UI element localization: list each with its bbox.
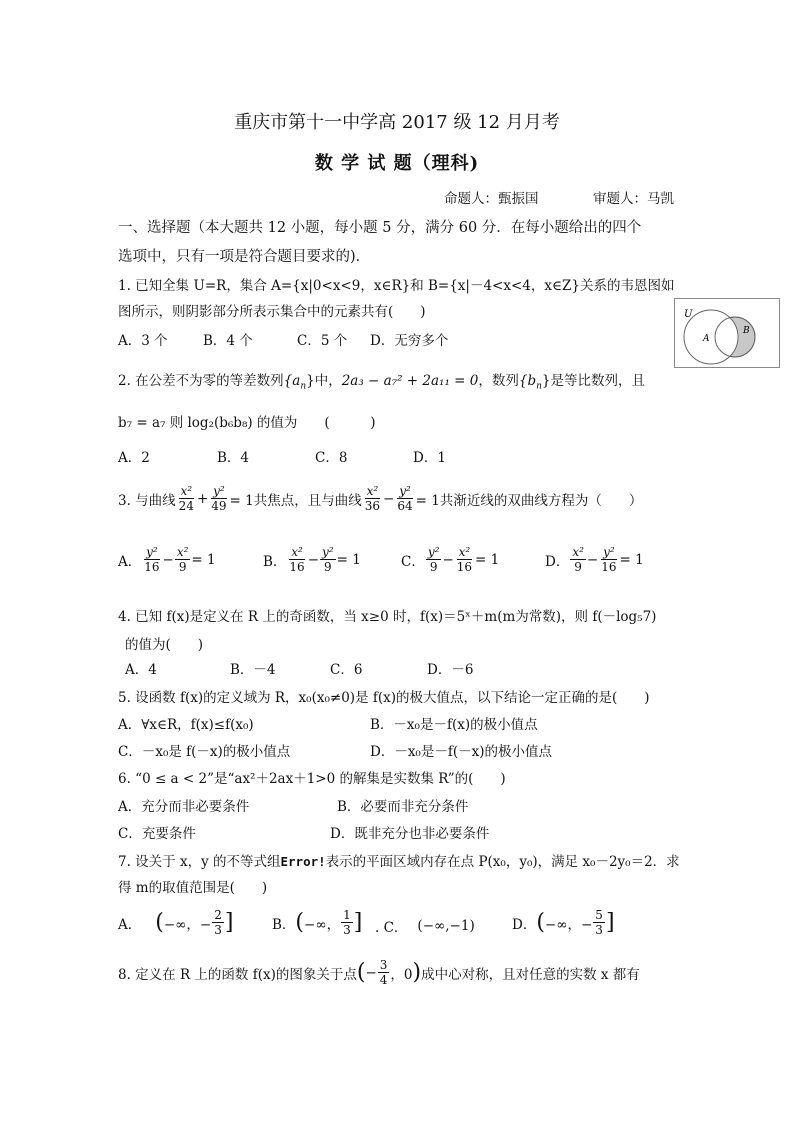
q3-option-b: B． $\frac{\text{x²}}{16}$ − $\frac{\text{y²}}{9}$ = 1 <box>263 545 361 574</box>
q3-option-d: D． $\frac{\text{x²}}{9}$ − $\frac{\text{y²}}{16}$ = 1 <box>545 545 644 574</box>
q4-option-b: B．－4 <box>230 662 276 678</box>
q7-option-b: B． ( −∞， $\frac{1}{3}$ ] <box>272 908 363 937</box>
q4-line1: 4. 已知 f(x)是定义在 R 上的奇函数，当 x≥0 时，f(x)＝5ˣ＋m(m为常数)，则 f(－log₅7) <box>118 609 657 625</box>
q5-option-b: B．－x₀是－f(x)的极小值点 <box>370 717 538 733</box>
q2-option-d: D．1 <box>413 450 446 466</box>
q1-line2: 图所示，则阴影部分所表示集合中的元素共有( ) <box>118 304 426 320</box>
q6-option-a: A．充分而非必要条件 <box>118 799 250 815</box>
q4-option-c: C．6 <box>330 662 363 678</box>
q5-option-d: D．－x₀是－f(－x)的极小值点 <box>370 744 552 760</box>
q3-option-c: C． $\frac{\text{y²}}{9}$ − $\frac{\text{x²}}{16}$ = 1 <box>401 545 500 574</box>
q7-error-text: Error! <box>280 854 326 869</box>
q7-line1: 7. 设关于 x，y 的不等式组Error!表示的平面区域内存在点 P(x₀，y₀)，满足 x₀－2y₀＝2．求 <box>118 854 680 870</box>
q2-seq-b-sub: n <box>536 381 542 392</box>
q6-line1: 6. “0 ≤ a < 2”是“ax²＋2ax＋1>0 的解集是实数集 R”的( ) <box>118 771 506 787</box>
section-heading-line1: 一、选择题（本大题共 12 小题，每小题 5 分，满分 60 分．在每小题给出的四个 <box>118 220 642 236</box>
q2-line2: b₇ = a₇ 则 log₂(b₆b₈) 的值为 ( ) <box>118 415 376 431</box>
q2-seq-a: {a <box>283 373 301 389</box>
venn-label-u: U <box>684 309 693 320</box>
venn-label-b: B <box>743 326 750 336</box>
q4-option-d: D．－6 <box>427 662 474 678</box>
q3-frac3: $\frac{\text{x²}}{36}$ <box>364 484 381 513</box>
q2-mid2: ，数列 <box>478 373 519 389</box>
q8-line1: 8. 定义在 R 上的函数 f(x)的图象关于点 ( − $\frac{3}{4}$ ，0 ) 成中心对称，且对任意的实数 x 都有 <box>118 958 640 987</box>
q7-line2: 得 m的取值范围是( ) <box>118 880 268 896</box>
q5-option-a: A．∀x∈R，f(x)≤f(x₀) <box>118 717 254 733</box>
page-title: 重庆市第十一中学高 2017 级 12 月月考 <box>234 112 560 133</box>
q2-option-c: C．8 <box>315 450 348 466</box>
q3-line1: 3. 与曲线 $\frac{\text{x²}}{24}$ + $\frac{\text{y²}}{49}$ = 1共焦点，且与曲线 $\frac{\text{x²}}{36}$ − $\frac{\text{y²}}{64}$ = 1共渐近线的双曲线方程为（ ） <box>118 484 643 513</box>
q2-option-a: A．2 <box>118 450 150 466</box>
q2-mid1: }中， <box>306 373 342 389</box>
q3-frac4: $\frac{\text{y²}}{64}$ <box>397 484 413 513</box>
q7-option-d: D． ( −∞，− $\frac{5}{3}$ ] <box>512 908 615 937</box>
question-reviewer: 审题人：马凯 <box>593 191 674 207</box>
q6-option-b: B．必要而非充分条件 <box>337 799 469 815</box>
q1-option-c: C．5 个 <box>297 333 348 349</box>
q5-line1: 5. 设函数 f(x)的定义域为 R，x₀(x₀≠0)是 f(x)的极大值点，以下结论一定正确的是( ) <box>118 690 650 706</box>
q7-option-c: . C． (−∞,−1) <box>375 918 475 936</box>
q4-option-a: A．4 <box>125 662 157 678</box>
question-maker: 命题人：甄振国 <box>444 191 539 207</box>
section-heading-line2: 选项中，只有一项是符合题目要求的)． <box>118 249 371 265</box>
q6-option-d: D．既非充分也非必要条件 <box>330 826 490 842</box>
q2-seq-a-sub: n <box>300 381 307 392</box>
q1-option-a: A．3 个 <box>118 333 168 349</box>
q2-seq-b: {b <box>518 373 537 389</box>
q2-tail: }是等比数列，且 <box>541 373 645 389</box>
q2-prefix: 2. 在公差不为零的等差数列 <box>118 373 284 389</box>
q5-option-c: C．－x₀是 f(－x)的极小值点 <box>118 744 291 760</box>
venn-svg <box>675 299 779 367</box>
venn-label-a: A <box>703 334 710 344</box>
q3-frac2: $\frac{\text{y²}}{49}$ <box>211 484 227 513</box>
q3-text1: 3. 与曲线 <box>118 492 176 509</box>
page-subtitle: 数 学 试 题（理科) <box>314 153 480 174</box>
q3-text2: = 1共焦点，且与曲线 <box>229 492 362 509</box>
venn-diagram <box>674 298 780 368</box>
q1-option-d: D．无穷多个 <box>370 333 449 349</box>
q3-frac1: $\frac{\text{x²}}{24}$ <box>178 484 194 513</box>
q2-line1 <box>118 369 645 392</box>
q7-option-a: A． ( −∞，− $\frac{2}{3}$ ] <box>118 908 234 937</box>
q1-option-b: B．4 个 <box>203 333 253 349</box>
q2-option-b: B．4 <box>217 450 250 466</box>
q3-option-a: A． $\frac{\text{y²}}{16}$ − $\frac{\text{x²}}{9}$ = 1 <box>118 545 216 574</box>
q2-equation: 2a₃ − a₇² + 2a₁₁ = 0 <box>341 373 479 389</box>
q4-line2: 的值为( ) <box>125 637 204 653</box>
q1-line1: 1. 已知全集 U=R，集合 A={x|0<x<9，x∈R}和 B={x|－4<x<4，x∈Z}关系的韦恩图如 <box>118 278 675 294</box>
q6-option-c: C．充要条件 <box>118 826 196 842</box>
q3-text3: = 1共渐近线的双曲线方程为（ ） <box>415 492 643 509</box>
